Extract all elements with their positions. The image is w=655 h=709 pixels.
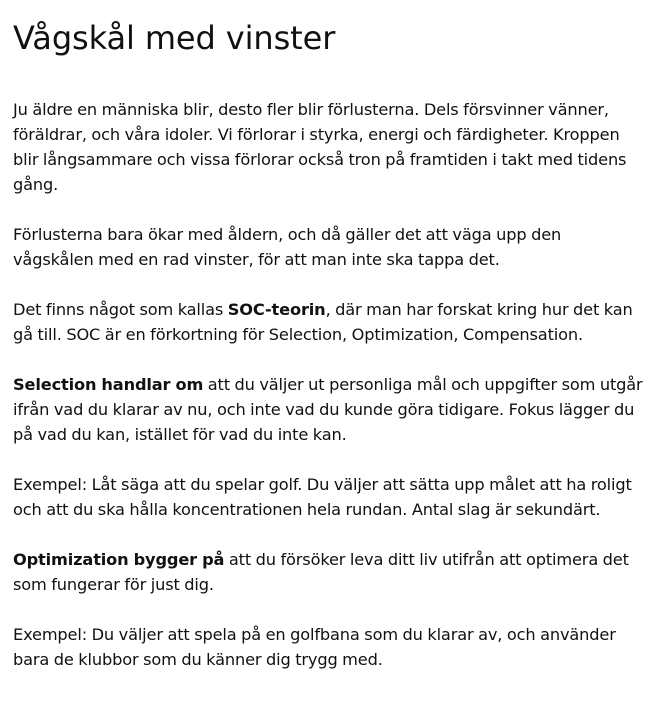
paragraph-losses [13, 97, 643, 197]
soc-theory-term: SOC-teorin [227, 300, 326, 319]
paragraph-text: Förlusterna bara ökar med åldern, och då gäller det att väga upp den vågskålen med en rad vinster, för att man inte ska tappa det. [13, 225, 562, 269]
paragraph-text: att du väljer ut personliga mål och uppgifter som utgår ifrån vad du klarar av nu, och inte vad du kunde göra tidigare. Fokus lägger du på vad du kan, istället för vad du inte kan. [13, 375, 643, 444]
paragraph-text: , där man har forskat kring hur det kan gå till. SOC är en förkortning för Selection, Optimization, Compensation. [13, 300, 633, 344]
paragraph-text: Exempel: Du väljer att spela på en golfbana som du klarar av, och använder bara de klubbor som du känner dig trygg med. [13, 625, 616, 669]
article-title: Vågskål med vinster [13, 19, 336, 57]
paragraph-soc-theory [13, 297, 643, 347]
optimization-term: Optimization bygger på [13, 550, 225, 569]
paragraph-balance [13, 222, 643, 272]
selection-term: Selection handlar om [13, 375, 204, 394]
paragraph-text: Ju äldre en människa blir, desto fler blir förlusterna. Dels försvinner vänner, föräldrar, och våra idoler. Vi förlorar i styrka, energi och färdigheter. Kroppen blir långsammare och vissa förlorar också tron på framtiden i takt med tidens gång. [13, 100, 627, 194]
paragraph-text: Det finns något som kallas [13, 300, 228, 319]
paragraph-optimization [13, 547, 643, 597]
paragraph-selection [13, 372, 643, 447]
paragraph-text: att du försöker leva ditt liv utifrån att optimera det som fungerar för just dig. [13, 550, 629, 594]
paragraph-selection-example [13, 472, 643, 522]
paragraph-text: Exempel: Låt säga att du spelar golf. Du väljer att sätta upp målet att ha roligt och att du ska hålla koncentrationen hela rundan. Antal slag är sekundärt. [13, 475, 632, 519]
paragraph-optimization-example [13, 622, 643, 672]
